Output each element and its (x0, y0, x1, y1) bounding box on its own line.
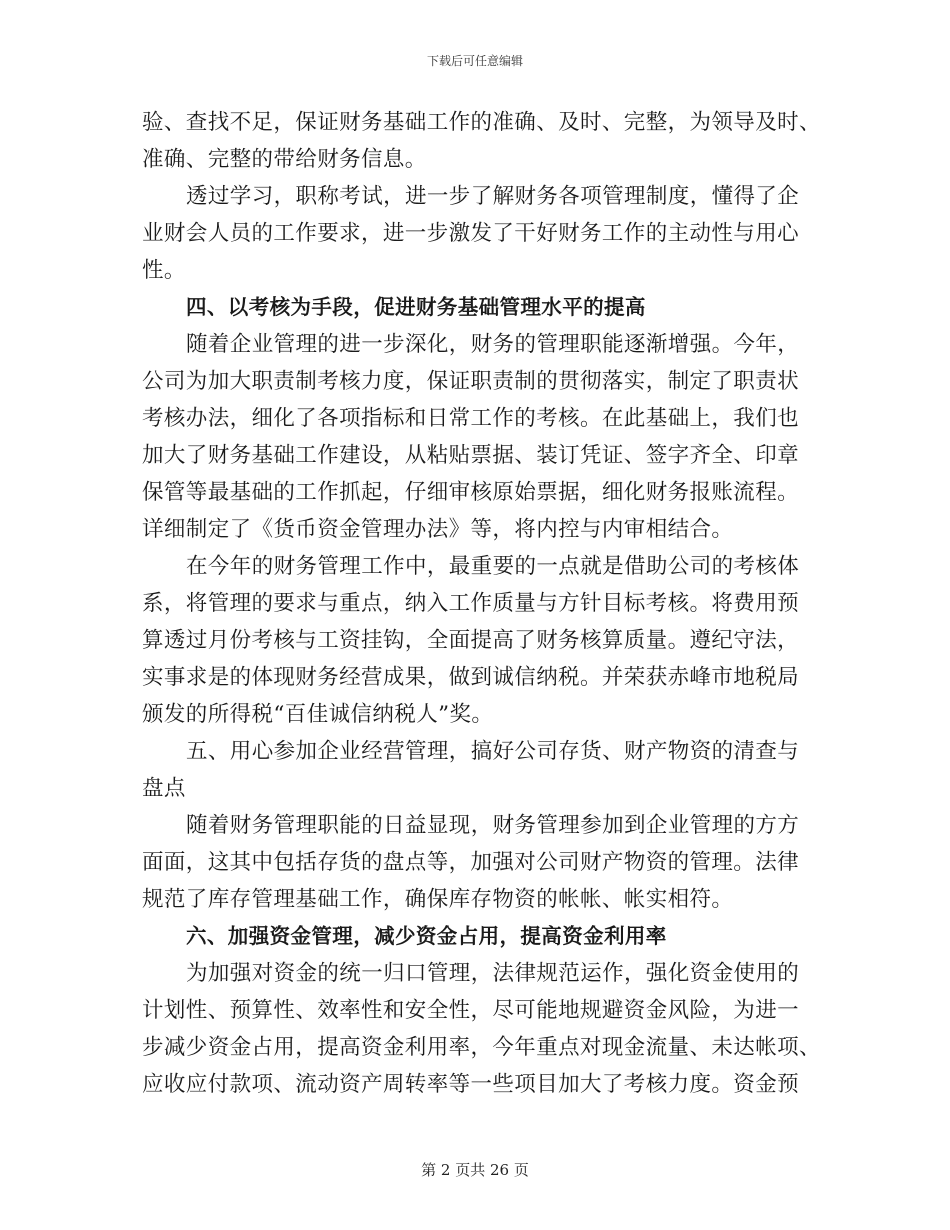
text-line: 公司为加大职责制考核力度，保证职责制的贯彻落实，制定了职责状 (142, 369, 800, 394)
text-line: 颁发的所得税“百佳诚信纳税人”奖。 (142, 702, 494, 727)
page-header: 下载后可任意编辑 (426, 54, 523, 68)
text-line: 详细制定了《货币资金管理办法》等，将内控与内审相结合。 (142, 517, 734, 542)
text-line: 验、查找不足，保证财务基础工作的准确、及时、完整，为领导及时、 (142, 110, 821, 135)
text-line: 为加强对资金的统一归口管理，法律规范运作，强化资金使用的 (186, 961, 800, 986)
text-line: 实事求是的体现财务经营成果，做到诚信纳税。并荣获赤峰市地税局 (142, 665, 800, 690)
text-line: 规范了库存管理基础工作，确保库存物资的帐帐、帐实相符。 (142, 887, 734, 912)
text-line: 考核办法，细化了各项指标和日常工作的考核。在此基础上，我们也 (142, 406, 800, 431)
text-line: 加大了财务基础工作建设，从粘贴票据、装订凭证、签字齐全、印章 (142, 443, 800, 468)
text-line: 在今年的财务管理工作中，最重要的一点就是借助公司的考核体 (186, 554, 800, 579)
text-line: 盘点 (142, 776, 186, 801)
text-line: 算透过月份考核与工资挂钩，全面提高了财务核算质量。遵纪守法， (142, 628, 800, 653)
text-line: 随着财务管理职能的日益显现，财务管理参加到企业管理的方方 (186, 813, 800, 838)
page-footer: 第 2 页共 26 页 (421, 1161, 529, 1179)
text-line: 随着企业管理的进一步深化，财务的管理职能逐渐增强。今年， (186, 332, 800, 357)
text-line: 性。 (142, 258, 186, 283)
text-line: 保管等最基础的工作抓起，仔细审核原始票据，细化财务报账流程。 (142, 480, 800, 505)
text-line: 业财会人员的工作要求，进一步激发了干好财务工作的主动性与用心 (142, 221, 800, 246)
text-line: 系，将管理的要求与重点，纳入工作质量与方针目标考核。将费用预 (142, 591, 800, 616)
section-heading: 四、以考核为手段，促进财务基础管理水平的提高 (186, 295, 646, 319)
section-heading: 六、加强资金管理，减少资金占用，提高资金利用率 (186, 924, 667, 948)
text-line: 计划性、预算性、效率性和安全性，尽可能地规避资金风险，为进一 (142, 998, 800, 1023)
text-line: 面面，这其中包括存货的盘点等，加强对公司财产物资的管理。法律 (142, 850, 800, 875)
text-line: 步减少资金占用，提高资金利用率，今年重点对现金流量、未达帐项、 (142, 1035, 821, 1060)
text-line: 应收应付款项、流动资产周转率等一些项目加大了考核力度。资金预 (142, 1072, 800, 1097)
text-line: 透过学习，职称考试，进一步了解财务各项管理制度，懂得了企 (186, 184, 800, 209)
document-body (142, 104, 821, 1103)
text-line: 五、用心参加企业经营管理，搞好公司存货、财产物资的清查与 (186, 739, 800, 764)
text-line: 准确、完整的带给财务信息。 (142, 147, 427, 172)
